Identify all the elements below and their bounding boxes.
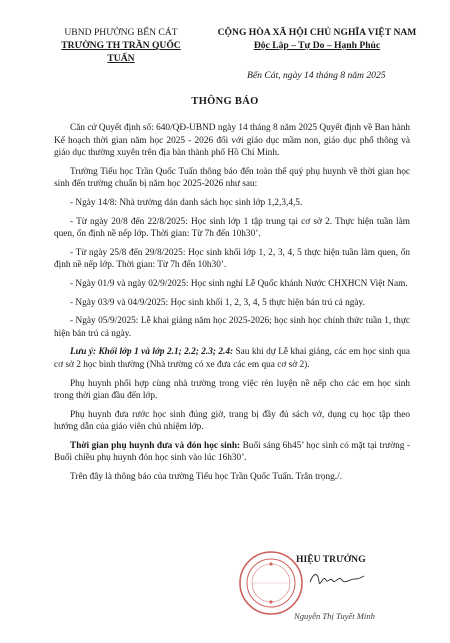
document-date: Bến Cát, ngày 14 tháng 8 năm 2025 (247, 70, 386, 81)
paragraph-legal-basis: Căn cứ Quyết định số: 640/QĐ-UBND ngày 14 tháng 8 năm 2025 Quyết định về Ban hành Kế hoạch thời gian năm học 2025 - 2026 đối với giáo dục mầm non, giáo dục phổ thông và giáo dục thường xuyên trên địa bàn thành phố Hồ Chí Minh. (54, 123, 410, 159)
signature-icon (306, 566, 366, 590)
paragraph-intro: Trường Tiểu học Trần Quốc Tuấn thông báo đến toàn thể quý phụ huynh về thời gian học sinh đến trường chuẩn bị năm học 2025-2026 như sau: (54, 166, 410, 190)
schedule-item: - Từ ngày 20/8 đến 22/8/2025: Học sinh lớp 1 tập trung tại cơ sở 2. Thực hiện tuần làm quen, ổn định nề nếp lớp. Thời gian: Từ 7h đến 10h30’. (54, 216, 410, 240)
pickup-lead: Thời gian phụ huynh đưa và đón học sinh: (70, 440, 241, 451)
paragraph-parents-prepare: Phụ huynh đưa rước học sinh đúng giờ, trang bị đầy đủ sách vở, dụng cụ học tập theo hướng dẫn của giáo viên chủ nhiệm lớp. (54, 409, 410, 433)
document-body (54, 122, 410, 490)
signer-title: HIỆU TRƯỞNG (296, 554, 366, 565)
note-lead: Lưu ý: Khối lớp 1 và lớp 2.1; 2.2; 2.3; 2.4: (70, 347, 234, 358)
header-right (202, 26, 432, 52)
schedule-item: - Ngày 05/9/2025: Lễ khai giảng năm học 2025-2026; học sinh học chính thức tuần 1, thực hiện bán trú cả ngày. (54, 316, 410, 339)
country-name: CỘNG HÒA XÃ HỘI CHỦ NGHĨA VIỆT NAM (217, 27, 417, 38)
paragraph-note (54, 346, 410, 371)
header-left (56, 26, 186, 65)
schedule-item: - Từ ngày 25/8 đến 29/8/2025: Học sinh khối lớp 1, 2, 3, 4, 5 thực hiện tuần làm quen, ổn định nề nếp lớp. Thời gian: Từ 7h đến 10h30’. (54, 247, 410, 271)
school-stamp-icon (238, 550, 304, 616)
ward-name: UBND PHƯỜNG BẾN CÁT (64, 27, 178, 38)
schedule-item: - Ngày 03/9 và 04/9/2025: Học sinh khối 1, 2, 3, 4, 5 thực hiện bán trú cả ngày. (70, 297, 365, 308)
schedule-item: - Ngày 14/8: Nhà trường dán danh sách học sinh lớp 1,2,3,4,5. (70, 197, 303, 208)
school-name: TRƯỜNG TH TRẦN QUỐC TUẤN (61, 40, 181, 64)
paragraph-parents-cooperate: Phụ huynh phối hợp cùng nhà trường trong việc rèn luyện nề nếp cho các em học sinh trong thời gian đầu đến lớp. (54, 378, 410, 402)
note-text: Sau khi dự Lễ khai giảng, các em học sinh qua cơ sở 2 học bình thường (Nhà trường có xe đưa các em qua cơ sở 2). (54, 347, 411, 370)
paragraph-pickup-time (54, 440, 410, 465)
pickup-text: Buổi sáng 6h45’ học sinh có mặt tại trường - Buổi chiều phụ huynh đón học sinh vào lúc 16h30’. (54, 440, 410, 464)
paragraph-closing: Trên đây là thông báo của trường Tiểu học Trần Quốc Tuấn. Trân trọng./. (70, 472, 343, 483)
motto: Độc Lập – Tự Do – Hạnh Phúc (253, 40, 381, 51)
schedule-item: - Ngày 01/9 và ngày 02/9/2025: Học sinh nghỉ Lễ Quốc khánh Nước CHXHCN Việt Nam. (70, 278, 408, 289)
document-title: THÔNG BÁO (191, 96, 259, 107)
signer-name: Nguyễn Thị Tuyết Minh (294, 611, 375, 621)
